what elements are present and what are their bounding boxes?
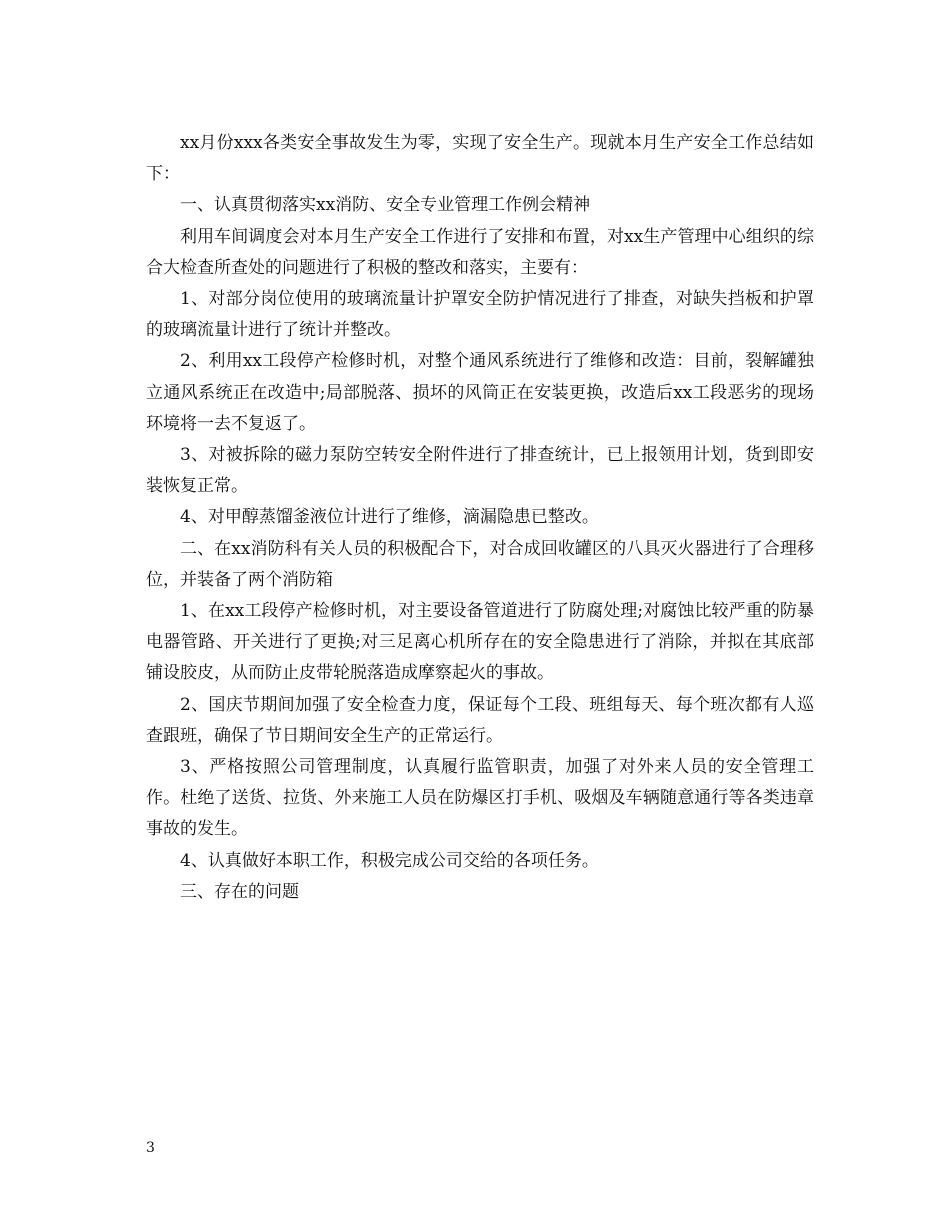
list-item: 2、国庆节期间加强了安全检查力度，保证每个工段、班组每天、每个班次都有人巡查跟班，确保了节日期间安全生产的正常运行。 [146,694,814,746]
list-item: 2、利用xx工段停产检修时机，对整个通风系统进行了维修和改造：目前，裂解罐独立通风系统正在改造中;局部脱落、损坏的风筒正在安装更换，改造后xx工段恶劣的现场环境将一去不复返了。 [146,351,814,434]
list-item: 4、认真做好本职工作，积极完成公司交给的各项任务。 [180,850,599,871]
page-number: 3 [146,1140,155,1156]
list-item: 4、对甲醇蒸馏釜液位计进行了维修，滴漏隐患已整改。 [180,507,599,528]
section-heading-3: 三、存在的问题 [180,881,299,902]
section-heading-1: 一、认真贯彻落实xx消防、安全专业管理工作例会精神 [180,195,591,216]
list-item: 1、在xx工段停产检修时机，对主要设备管道进行了防腐处理;对腐蚀比较严重的防暴电器管路、开关进行了更换;对三足离心机所存在的安全隐患进行了消除，并拟在其底部铺设胶皮，从而防止皮带轮脱落造成摩察起火的事故。 [146,601,814,684]
document-body [146,128,814,908]
section-heading-2: 二、在xx消防科有关人员的积极配合下，对合成回收罐区的八具灭火器进行了合理移位，并装备了两个消防箱 [146,538,814,590]
list-item: 3、严格按照公司管理制度，认真履行监管职责，加强了对外来人员的安全管理工作。杜绝了送货、拉货、外来施工人员在防爆区打手机、吸烟及车辆随意通行等各类违章事故的发生。 [146,757,814,840]
list-item: 3、对被拆除的磁力泵防空转安全附件进行了排查统计，已上报领用计划，货到即安装恢复正常。 [146,445,814,497]
list-item: 1、对部分岗位使用的玻璃流量计护罩安全防护情况进行了排查，对缺失挡板和护罩的玻璃流量计进行了统计并整改。 [146,289,814,341]
paragraph-intro: xx月份xxx各类安全事故发生为零，实现了安全生产。现就本月生产安全工作总结如下： [146,133,814,185]
paragraph: 利用车间调度会对本月生产安全工作进行了安排和布置，对xx生产管理中心组织的综合大检查所查处的问题进行了积极的整改和落实，主要有： [146,226,814,278]
